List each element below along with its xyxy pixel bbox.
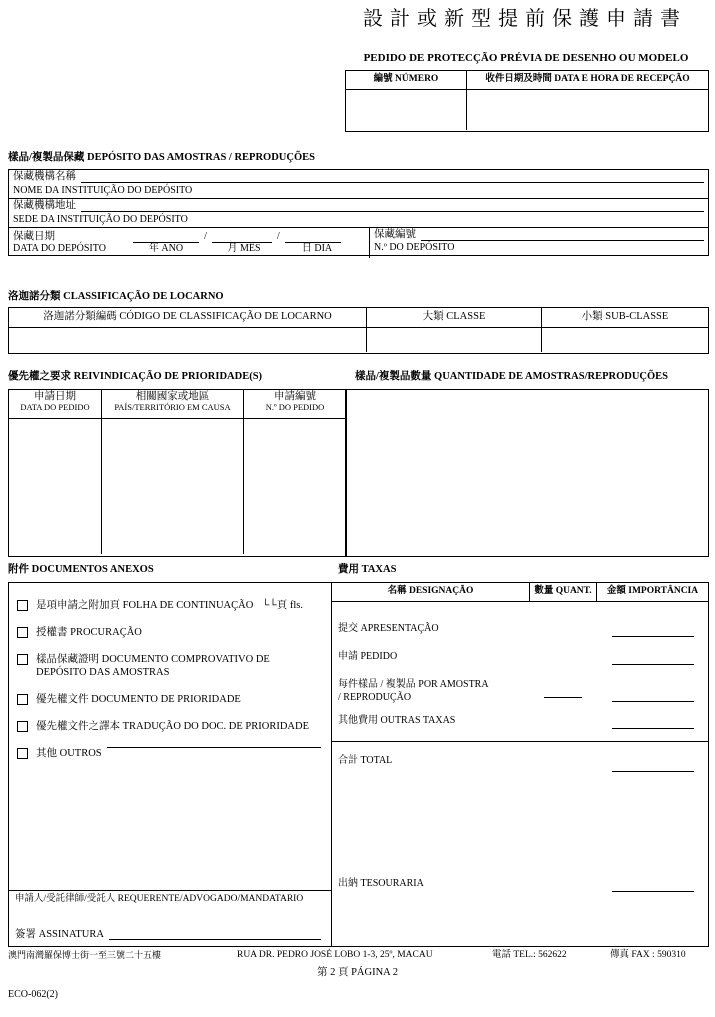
deposit-month-input[interactable]: [212, 230, 272, 243]
priority-date-header-pt: DATA DO PEDIDO: [20, 402, 90, 413]
priority-number-header-pt: N.º DO PEDIDO: [265, 402, 325, 413]
date-separator: /: [276, 231, 280, 242]
fee-row-label: 每件樣品 / 複製品 POR AMOSTRA: [338, 679, 489, 690]
reception-datetime-cell[interactable]: [467, 90, 708, 130]
reception-number-header: 編號 NÚMERO: [346, 71, 467, 89]
fee-treasury-amount[interactable]: [612, 891, 694, 892]
annex-item-deposit-proof: [17, 653, 321, 679]
fee-row-label: / REPRODUÇÃO: [338, 692, 412, 703]
reception-table: [345, 70, 709, 132]
fee-outras-amount[interactable]: [612, 728, 694, 729]
deposit-number-pt-label: N.º DO DEPÓSITO: [374, 242, 455, 253]
fee-total-amount[interactable]: [612, 771, 694, 772]
annex-item-label: 優先權文件之譯本 TRADUÇÃO DO DOC. DE PRIORIDADE: [36, 721, 309, 732]
annex-item-label: 授權書 PROCURAÇÃO: [36, 627, 142, 638]
deposit-number-label: 保藏編號: [374, 229, 416, 240]
form-title: 設 計 或 新 型 提 前 保 護 申 請 書: [363, 8, 681, 30]
deposit-date-pt-label: DATA DO DEPÓSITO: [13, 243, 106, 254]
priority-table: [8, 389, 347, 557]
annex-section-title: 附件 DOCUMENTOS ANEXOS: [8, 564, 154, 575]
fees-treasury-label: 出納 TESOURARIA: [338, 878, 424, 889]
fees-amount-header: 金額 IMPORTÂNCIA: [606, 586, 699, 596]
fees-quantity-header: 數量 QUANT.: [530, 583, 597, 601]
annex-item-label: 是項申請之附加頁 FOLHA DE CONTINUAÇÃO: [36, 600, 254, 611]
priority-date-cell[interactable]: [9, 419, 102, 554]
locarno-section-title: 洛迦諾分類 CLASSIFICAÇÃO DE LOCARNO: [8, 291, 224, 302]
fees-total-label: 合計 TOTAL: [338, 755, 393, 766]
deposit-number-input[interactable]: [421, 229, 704, 241]
fee-per-sample-amount[interactable]: [612, 701, 694, 702]
applicant-label: 申請人/受託律師/受託人 REQUERENTE/ADVOGADO/MANDATARIO: [15, 894, 304, 904]
month-label: 月 MÊS: [227, 243, 261, 254]
continuation-checkbox[interactable]: [17, 600, 28, 611]
priority-country-header-pt: PAÍS/TERRITÓRIO EM CAUSA: [114, 402, 231, 413]
deposit-date-cell: [9, 228, 369, 258]
deposit-name-pt-label: NOME DA INSTITUIÇÃO DO DEPÓSITO: [9, 184, 708, 199]
priority-doc-checkbox[interactable]: [17, 694, 28, 705]
page-number: 第 2 頁 PÁGINA 2: [316, 967, 399, 978]
deposit-address-label: 保藏機構地址: [13, 200, 76, 211]
locarno-class-header: 大類 CLASSE: [367, 308, 542, 327]
priority-number-header-zh: 申請編號: [274, 391, 316, 402]
priority-number-cell[interactable]: [244, 419, 346, 554]
annex-fees-box: [8, 582, 709, 947]
annex-item-label: 其他 OUTROS: [36, 748, 102, 759]
footer-address-zh: 澳門南灣羅保博士街一至三號二十五樓: [8, 950, 162, 960]
deposit-address-pt-label: SEDE DA INSTITUIÇÃO DO DEPÓSITO: [9, 213, 708, 228]
priority-translation-checkbox[interactable]: [17, 721, 28, 732]
priority-section-title: 優先權之要求 REIVINDICAÇÃO DE PRIORIDADE(S): [8, 371, 263, 382]
form-subtitle: PEDIDO DE PROTECÇÃO PRÉVIA DE DESENHO OU MODELO: [363, 52, 689, 64]
fees-column: [331, 583, 708, 946]
annex-item-label: 樣品保藏證明 DOCUMENTO COMPROVATIVO DE DEPÓSITO DAS AMOSTRAS: [36, 654, 270, 678]
deposit-address-input[interactable]: [81, 200, 704, 212]
fee-per-sample-quantity[interactable]: [544, 697, 582, 698]
priority-country-cell[interactable]: [102, 419, 244, 554]
signature-input[interactable]: [109, 929, 321, 940]
quantity-box[interactable]: [345, 389, 709, 557]
deposit-section-title: 樣品/複製品保藏 DEPÓSITO DAS AMOSTRAS / REPRODUÇÕES: [8, 152, 315, 163]
annex-item-procuracao: [17, 626, 321, 639]
deposit-proof-checkbox[interactable]: [17, 654, 28, 665]
priority-country-header-zh: 相關國家或地區: [135, 391, 210, 402]
locarno-subclass-header: 小類 SUB-CLASSE: [581, 311, 669, 322]
annex-item-others: [17, 747, 321, 760]
year-label: 年 ANO: [148, 243, 184, 254]
reception-datetime-header: 收件日期及時間 DATA E HORA DE RECEPÇÃO: [485, 74, 690, 84]
deposit-name-label: 保藏機構名稱: [13, 171, 76, 182]
annex-item-priority-translation: [17, 720, 321, 733]
signature-label: 簽署 ASSINATURA: [15, 929, 104, 940]
fee-row-label: 申請 PEDIDO: [338, 651, 398, 662]
footer-fax: 傳真 FAX : 590310: [610, 950, 686, 960]
fees-body: [332, 602, 708, 946]
date-separator: /: [204, 231, 207, 242]
form-code: ECO-062(2): [8, 989, 58, 1000]
locarno-table: [8, 307, 709, 354]
locarno-code-cell[interactable]: [9, 328, 367, 352]
footer-address-pt: RUA DR. PEDRO JOSÉ LOBO 1-3, 25º, MACAU: [237, 950, 433, 960]
deposit-name-input[interactable]: [81, 171, 704, 183]
deposit-year-input[interactable]: [133, 230, 199, 243]
deposit-date-label: 保藏日期: [13, 231, 55, 242]
priority-date-header-zh: 申請日期: [34, 391, 76, 402]
day-label: 日 DIA: [301, 243, 333, 254]
annex-column: [9, 583, 331, 946]
annex-others-input[interactable]: [107, 747, 321, 748]
annex-item-priority-doc: [17, 693, 321, 706]
annex-item-continuation: [17, 599, 321, 612]
annex-pages-count[interactable]: └└頁 fls.: [261, 600, 303, 611]
deposit-number-cell: [369, 228, 708, 258]
deposit-box: [8, 169, 709, 256]
locarno-subclass-cell[interactable]: [542, 328, 708, 352]
fees-total-divider: [332, 741, 708, 742]
fees-section-title: 費用 TAXAS: [338, 564, 397, 575]
applicant-area: [9, 890, 331, 946]
others-checkbox[interactable]: [17, 748, 28, 759]
deposit-day-input[interactable]: [285, 230, 341, 243]
reception-number-cell[interactable]: [346, 90, 467, 130]
fee-row-label: 其他費用 OUTRAS TAXAS: [338, 715, 456, 726]
fees-designation-header: 名稱 DESIGNAÇÃO: [332, 583, 530, 601]
fee-pedido-amount[interactable]: [612, 664, 694, 665]
locarno-code-header: 洛迦諾分類編碼 CÓDIGO DE CLASSIFICAÇÃO DE LOCARNO: [9, 308, 367, 327]
annex-item-label: 優先權文件 DOCUMENTO DE PRIORIDADE: [36, 694, 241, 705]
quantity-section-title: 樣品/複製品數量 QUANTIDADE DE AMOSTRAS/REPRODUÇÕES: [355, 371, 668, 382]
fee-row-label: 提交 APRESENTAÇÃO: [338, 623, 439, 634]
footer-tel: 電話 TEL.: 562622: [492, 950, 567, 960]
fee-apresentacao-amount[interactable]: [612, 636, 694, 637]
locarno-class-cell[interactable]: [367, 328, 542, 352]
procuracao-checkbox[interactable]: [17, 627, 28, 638]
